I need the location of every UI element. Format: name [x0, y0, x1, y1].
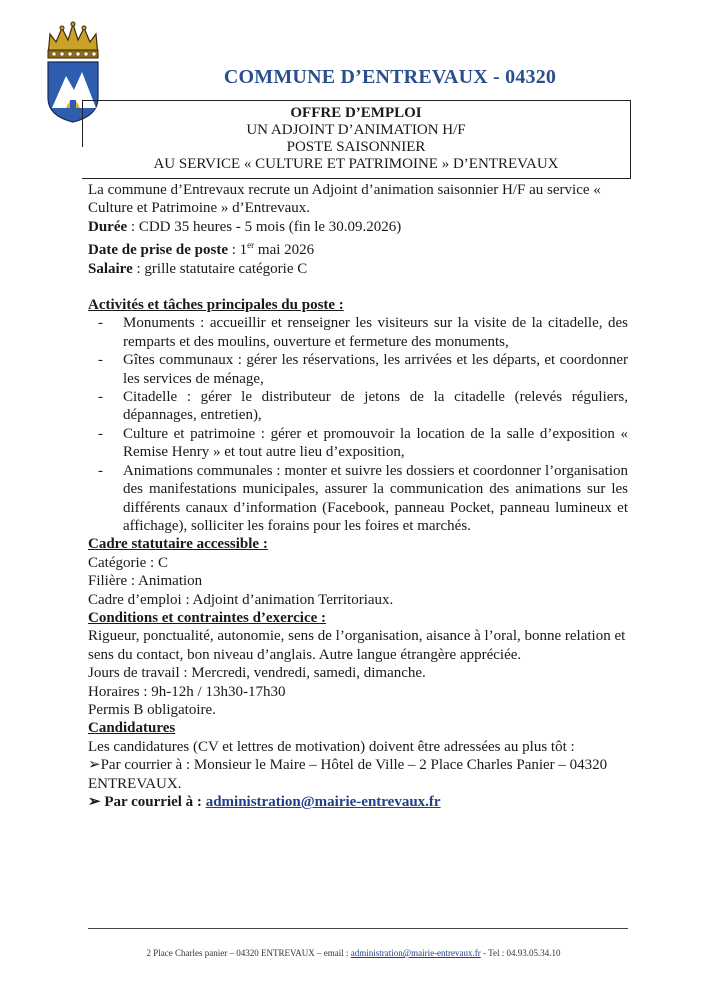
duree-line — [88, 218, 628, 236]
courrier-line — [88, 756, 628, 793]
candidatures-text: Les candidatures (CV et lettres de motivation) doivent être adressées au plus tôt : — [88, 738, 575, 755]
candidatures-heading: Candidatures — [88, 720, 176, 737]
horaires-line: Horaires : 9h-12h / 13h30-17h30 — [88, 683, 286, 700]
courriel-line — [88, 793, 628, 811]
arrow-right-icon: ➢ — [88, 757, 101, 774]
footer-email-link[interactable]: administration@mairie-entrevaux.fr — [350, 948, 481, 958]
footer-divider — [88, 928, 628, 929]
courriel-label: Par courriel à : — [104, 794, 202, 810]
list-item: - Animations communales : monter et suivre les dossiers et coordonner l’organisation des manifestations municipales, assurer la communication des animations sur les différents canaux d’information (Facebook, panneau Pocket, panneau lumineux et affichage), solliciter les forains pour les foires et marchés. — [123, 462, 628, 536]
list-item: - Monuments : accueillir et renseigner les visiteurs sur la visite de la citadelle, des remparts et des moulins, ouverture et fermeture des monuments, — [123, 314, 628, 351]
arrow-right-icon: ➢ — [88, 794, 105, 810]
date-value-pre: : 1 — [227, 242, 248, 259]
cadre-line: Catégorie : C — [88, 554, 168, 571]
courriel-email-link[interactable]: administration@mairie-entrevaux.fr — [205, 794, 441, 810]
footer-tel: - Tel : 04.93.05.34.10 — [480, 948, 561, 958]
courrier-text: Par courrier à : Monsieur le Maire – Hôtel de Ville – 2 Place Charles Panier – 04320 ENTREVAUX. — [88, 757, 608, 792]
footer — [0, 948, 707, 958]
salaire-label: Salaire — [88, 260, 133, 277]
jours-line: Jours de travail : Mercredi, vendredi, samedi, dimanche. — [88, 665, 426, 682]
salaire-value: : grille statutaire catégorie C — [132, 260, 308, 277]
offer-line-1: OFFRE D’EMPLOI — [290, 105, 422, 121]
list-item: - Culture et patrimoine : gérer et promouvoir la location de la salle d’exposition « Remise Henry » et tout autre lieu d’exposition, — [123, 425, 628, 462]
offer-box — [82, 100, 631, 179]
conditions-text: Rigueur, ponctualité, autonomie, sens de l’organisation, aisance à l’oral, bonne relation et sens du contact, bon niveau d’anglais. Autre langue étrangère appréciée. — [88, 628, 626, 663]
offer-line-4: AU SERVICE « CULTURE ET PATRIMOINE » D’ENTREVAUX — [153, 156, 559, 172]
salaire-line — [88, 260, 628, 278]
duree-value: : CDD 35 heures - 5 mois (fin le 30.09.2026) — [127, 218, 402, 235]
date-line — [88, 236, 628, 259]
offer-line-3: POSTE SAISONNIER — [286, 139, 426, 155]
cadre-line: Filière : Animation — [88, 573, 203, 590]
duree-label: Durée — [88, 218, 128, 235]
page-title: COMMUNE D’ENTREVAUX - 04320 — [223, 66, 557, 88]
date-label: Date de prise de poste — [88, 242, 228, 259]
offer-line-2: UN ADJOINT D’ANIMATION H/F — [246, 122, 466, 138]
date-value-sup: er — [247, 240, 255, 251]
activites-list — [88, 314, 628, 535]
date-value-post: mai 2026 — [254, 242, 315, 259]
permis-line: Permis B obligatoire. — [88, 701, 216, 718]
intro-text: La commune d’Entrevaux recrute un Adjoint d’animation saisonnier H/F au service « Culture et Patrimoine » d’Entrevaux. — [88, 182, 601, 217]
list-item: - Citadelle : gérer le distributeur de jetons de la citadelle (relevés réguliers, dépannages, entretien), — [123, 388, 628, 425]
activites-heading: Activités et tâches principales du poste : — [88, 297, 344, 314]
footer-address: 2 Place Charles panier – 04320 ENTREVAUX – email : — [146, 948, 351, 958]
list-item: - Gîtes communaux : gérer les réservations, les arrivées et les départs, et coordonner les services de ménage, — [123, 351, 628, 388]
document-body — [88, 181, 628, 811]
cadre-line: Cadre d’emploi : Adjoint d’animation Territoriaux. — [88, 591, 394, 608]
cadre-heading: Cadre statutaire accessible : — [88, 536, 268, 553]
conditions-heading: Conditions et contraintes d’exercice : — [88, 609, 327, 626]
